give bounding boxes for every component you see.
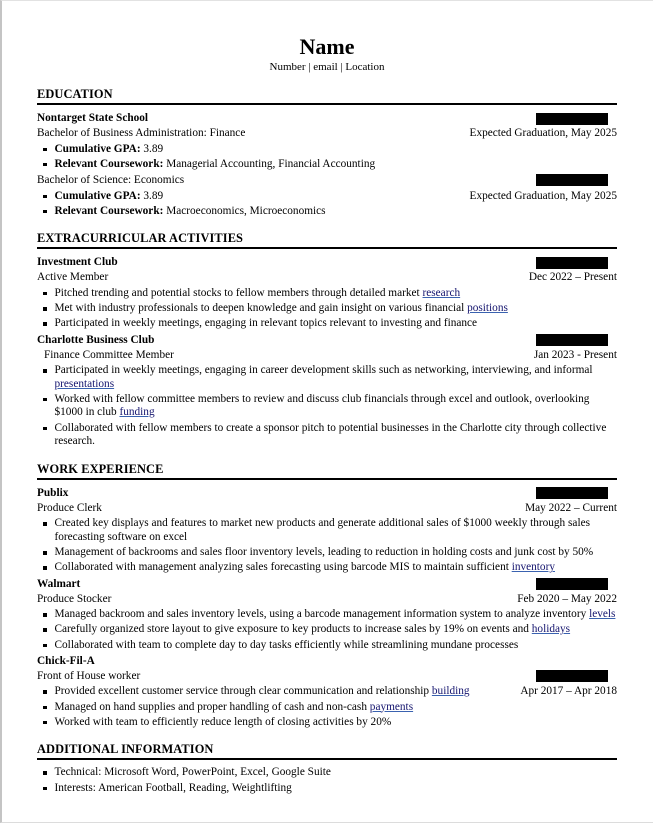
graduation-date: Expected Graduation, May 2025: [469, 189, 617, 202]
bullet-square-icon: [43, 721, 47, 725]
bullet-text-segment: Provided excellent customer service through clear communication and relationship: [54, 685, 432, 698]
coursework-value: Managerial Accounting, Financial Accounting: [163, 157, 376, 170]
coursework-label: Relevant Coursework:: [54, 204, 164, 217]
date-range: Dec 2022 – Present: [528, 271, 617, 284]
experience-bullet: [37, 393, 617, 420]
bullet-text: Collaborated with fellow members to create a sponsor pitch to potential businesses in the Charlotte city through collective research.: [54, 421, 607, 448]
bullet-square-icon: [43, 398, 47, 402]
bullet-text: [55, 393, 618, 420]
redaction-box: [536, 334, 608, 346]
date-range: Jan 2023 - Present: [533, 348, 617, 361]
bullet-text-segment: Collaborated with management analyzing sales forecasting using barcode MIS to maintain sufficient: [54, 561, 512, 574]
bullet-square-icon: [43, 522, 47, 526]
experience-bullet: [37, 517, 617, 544]
role-title: Front of House worker: [37, 669, 141, 682]
section-heading-work: WORK EXPERIENCE: [37, 462, 617, 480]
bullet-text-segment: Managed on hand supplies and proper handling of cash and non-cash: [54, 700, 370, 713]
experience-bullet: [37, 561, 617, 575]
role-row: [37, 501, 617, 516]
org-name: Investment Club: [37, 256, 118, 269]
org-row: [37, 333, 617, 348]
bullet-text: [55, 623, 618, 637]
experience-bullet: [37, 364, 617, 391]
date-range: Apr 2017 – Apr 2018: [520, 685, 617, 698]
role-row: [37, 592, 617, 607]
funding-link[interactable]: funding: [119, 406, 155, 419]
experience-bullet: [37, 623, 617, 637]
experience-bullet: [37, 422, 617, 449]
interests-text: Interests: American Football, Reading, Weightlifting: [54, 781, 292, 794]
school-row: [37, 111, 617, 126]
bullet-text-segment: Managed backroom and sales inventory levels, using a barcode management information system to analyze inventory: [54, 608, 590, 621]
role-title: Active Member: [37, 271, 109, 284]
role-title: Finance Committee Member: [44, 348, 174, 361]
bullet-square-icon: [43, 292, 47, 296]
experience-bullet: [37, 685, 617, 699]
experience-bullet: [37, 639, 617, 653]
coursework-label: Relevant Coursework:: [54, 157, 164, 170]
role-title: Produce Clerk: [37, 501, 102, 514]
school-name: Nontarget State School: [37, 112, 149, 124]
redaction-box: [536, 487, 608, 499]
redaction-box: [536, 174, 608, 186]
redaction-box: [536, 578, 608, 590]
graduation-date: Expected Graduation, May 2025: [469, 127, 617, 139]
degree-title: Bachelor of Business Administration: Finance: [37, 127, 246, 139]
bullet-text: [55, 364, 618, 391]
gpa-label: Cumulative GPA:: [54, 189, 141, 202]
additional-bullet: [37, 766, 617, 780]
coursework-bullet: [37, 205, 617, 219]
coursework-bullet: [37, 158, 617, 172]
bullet-text: Created key displays and features to market new products and generate additional sales of $1000 weekly through sales forecasting software on excel: [54, 517, 590, 544]
bullet-square-icon: [43, 613, 47, 617]
bullet-square-icon: [43, 628, 47, 632]
bullet-text: Management of backrooms and sales floor inventory levels, leading to reduction in holding costs and junk cost by 50%: [54, 546, 594, 559]
bullet-square-icon: [43, 210, 47, 214]
presentations-link[interactable]: presentations: [54, 377, 115, 390]
bullet-text: [55, 701, 618, 715]
resume-header: [37, 35, 617, 74]
gpa-bullet: [37, 190, 617, 204]
coursework-text: [55, 205, 618, 219]
research-link[interactable]: research: [422, 286, 461, 299]
company-name: Chick-Fil-A: [37, 654, 95, 667]
bullet-square-icon: [43, 566, 47, 570]
bullet-square-icon: [43, 690, 47, 694]
company-name: Walmart: [37, 577, 81, 590]
experience-bullet: [37, 608, 617, 622]
bullet-square-icon: [43, 706, 47, 710]
section-education: [37, 87, 617, 218]
bullet-text-segment: Pitched trending and potential stocks to fellow members through detailed market: [54, 286, 423, 299]
company-row: [37, 654, 617, 669]
date-range: May 2022 – Current: [525, 501, 617, 514]
bullet-text: [55, 608, 618, 622]
gpa-value: 3.89: [140, 142, 164, 155]
bullet-square-icon: [43, 148, 47, 152]
bullet-text: Worked with team to efficiently reduce length of closing activities by 20%: [54, 715, 392, 728]
org-row: [37, 255, 617, 270]
additional-bullet: [37, 782, 617, 796]
bullet-text: Collaborated with team to complete day to day tasks efficiently while streamlining mundane processes: [54, 638, 519, 651]
gpa-label: Cumulative GPA:: [54, 142, 141, 155]
section-heading-additional: ADDITIONAL INFORMATION: [37, 742, 617, 760]
date-range: Feb 2020 – May 2022: [517, 592, 617, 605]
coursework-value: Macroeconomics, Microeconomics: [163, 204, 326, 217]
inventory-link[interactable]: inventory: [511, 561, 555, 574]
bullet-text: [55, 685, 511, 699]
redaction-box: [536, 113, 608, 125]
experience-bullet: [37, 317, 617, 331]
experience-bullet: [37, 287, 617, 301]
role-row: [37, 348, 617, 363]
section-heading-extracurricular: EXTRACURRICULAR ACTIVITIES: [37, 231, 617, 249]
company-row: [37, 486, 617, 501]
redaction-box: [536, 257, 608, 269]
gpa-text: [55, 143, 618, 157]
bullet-square-icon: [43, 551, 47, 555]
coursework-text: [55, 158, 618, 172]
degree-row: [37, 126, 617, 141]
bullet-square-icon: [43, 163, 47, 167]
org-name: Charlotte Business Club: [37, 333, 155, 346]
degree-title: Bachelor of Science: Economics: [37, 173, 185, 186]
section-additional-info: [37, 742, 617, 795]
levels-link[interactable]: levels: [589, 608, 616, 621]
bullet-text-segment: Participated in weekly meetings, engaging in career development skills such as networking, interviewing, and informal: [54, 364, 593, 377]
bullet-square-icon: [43, 771, 47, 775]
bullet-text-segment: Carefully organized store layout to give exposure to key products to increase sales by 19% on events and: [54, 623, 532, 636]
role-row: [37, 669, 617, 684]
bullet-square-icon: [43, 644, 47, 648]
role-title: Produce Stocker: [37, 592, 112, 605]
payments-link[interactable]: payments: [369, 700, 414, 713]
bullet-text: [55, 287, 618, 301]
bullet-square-icon: [43, 307, 47, 311]
experience-bullet: [37, 302, 617, 316]
redaction-box: [536, 670, 608, 682]
section-extracurricular: [37, 231, 617, 449]
bullet-text: [55, 561, 618, 575]
company-row: [37, 577, 617, 592]
bullet-square-icon: [43, 322, 47, 326]
building-link[interactable]: building: [431, 685, 470, 698]
bullet-text-segment: Worked with fellow committee members to review and discuss club financials through excel and outlook, overlooking $1000 in club: [54, 392, 590, 419]
gpa-bullet: [37, 143, 617, 157]
bullet-square-icon: [43, 787, 47, 791]
positions-link[interactable]: positions: [467, 302, 508, 315]
technical-skills-text: Technical: Microsoft Word, PowerPoint, Excel, Google Suite: [54, 766, 331, 779]
bullet-square-icon: [43, 369, 47, 373]
bullet-square-icon: [43, 427, 47, 431]
person-name: Name: [299, 34, 355, 59]
company-name: Publix: [37, 486, 69, 499]
role-row: [37, 270, 617, 285]
holidays-link[interactable]: holidays: [531, 623, 571, 636]
experience-bullet: [37, 546, 617, 560]
contact-line: Number | email | Location: [269, 61, 385, 73]
gpa-value: 3.89: [140, 189, 164, 202]
experience-bullet: [37, 716, 617, 730]
gpa-text: [55, 190, 460, 204]
bullet-square-icon: [43, 195, 47, 199]
degree-row: [37, 173, 617, 188]
bullet-text: [55, 302, 618, 316]
bullet-text-segment: Met with industry professionals to deepen knowledge and gain insight on various financial: [54, 302, 468, 315]
section-heading-education: EDUCATION: [37, 87, 617, 105]
experience-bullet: [37, 701, 617, 715]
bullet-text: Participated in weekly meetings, engaging in relevant topics relevant to investing and finance: [54, 317, 478, 330]
section-work-experience: [37, 462, 617, 729]
